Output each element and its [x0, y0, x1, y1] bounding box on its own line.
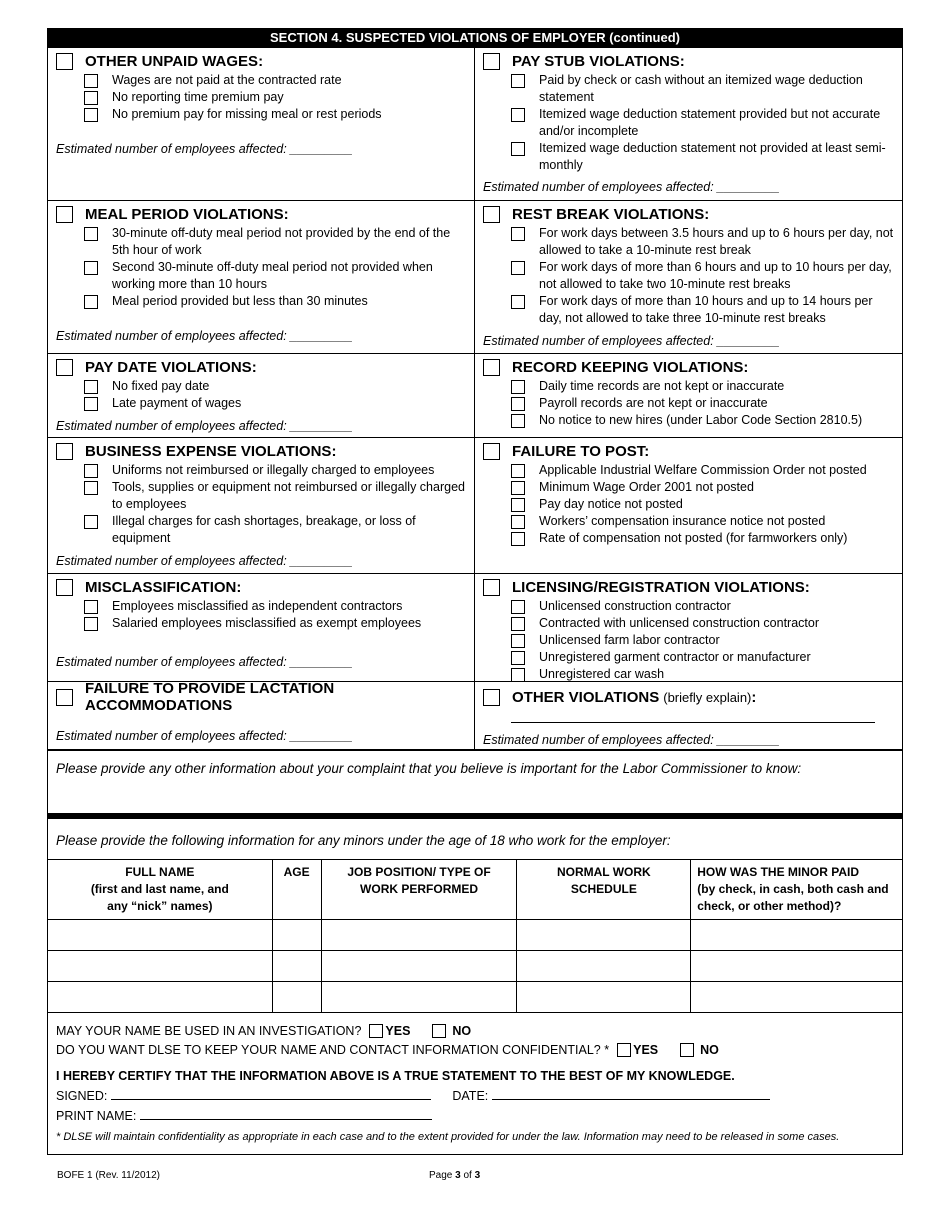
item-label: For work days between 3.5 hours and up to 6 hours per day, not allowed to take a 10-minute rest break	[539, 226, 894, 257]
item-checkbox[interactable]	[511, 668, 525, 682]
item-checkbox[interactable]	[84, 227, 98, 241]
item-label: No fixed pay date	[112, 379, 210, 393]
item-label: Uniforms not reimbursed or illegally charged to employees	[112, 463, 435, 477]
failure-to-post-checkbox[interactable]	[483, 443, 500, 460]
estimated-employees-field[interactable]: Estimated number of employees affected: _________	[483, 334, 780, 348]
col-job: JOB POSITION/ TYPE OF WORK PERFORMED	[321, 860, 517, 920]
item-checkbox[interactable]	[511, 617, 525, 631]
estimated-employees-field[interactable]: Estimated number of employees affected: _________	[56, 419, 353, 433]
item-label: Paid by check or cash without an itemized wage deduction statement	[539, 73, 863, 104]
signature-line: SIGNED: DATE:	[56, 1087, 894, 1103]
pay-stub-checkbox[interactable]	[483, 53, 500, 70]
item-label: Employees misclassified as independent contractors	[112, 599, 403, 613]
licensing-title: LICENSING/REGISTRATION VIOLATIONS:	[512, 578, 810, 596]
item-label: Unregistered car wash	[539, 667, 665, 681]
estimated-employees-field[interactable]: Estimated number of employees affected: _________	[483, 733, 780, 747]
item-label: Late payment of wages	[112, 396, 242, 410]
other-violations-title: OTHER VIOLATIONS	[512, 688, 660, 706]
meal-period-checkbox[interactable]	[56, 206, 73, 223]
confidential-yes-checkbox[interactable]	[617, 1043, 631, 1057]
cell-input[interactable]	[517, 920, 691, 951]
item-checkbox[interactable]	[511, 464, 525, 478]
item-checkbox[interactable]	[511, 414, 525, 428]
item-label: Tools, supplies or equipment not reimbursed or illegally charged to employees	[112, 480, 465, 511]
misclassification-title: MISCLASSIFICATION:	[85, 578, 242, 596]
print-name-line: PRINT NAME:	[56, 1107, 894, 1123]
confidential-no-checkbox[interactable]	[680, 1043, 694, 1057]
item-checkbox[interactable]	[511, 600, 525, 614]
item-checkbox[interactable]	[84, 464, 98, 478]
certify-statement: I HEREBY CERTIFY THAT THE INFORMATION ABOVE IS A TRUE STATEMENT TO THE BEST OF MY KNOWLEDGE.	[56, 1069, 735, 1083]
item-label: Payroll records are not kept or inaccurate	[539, 396, 768, 410]
table-row	[48, 982, 903, 1013]
col-full-name: FULL NAME (first and last name, and any “nick” names)	[48, 860, 273, 920]
other-info-prompt: Please provide any other information about your complaint that you believe is important for the Labor Commissioner to know:	[56, 761, 802, 776]
certification-section	[47, 1013, 903, 1155]
cell-input[interactable]	[517, 951, 691, 982]
violations-row	[48, 682, 902, 751]
item-checkbox[interactable]	[511, 397, 525, 411]
item-checkbox[interactable]	[511, 498, 525, 512]
pay-stub-title: PAY STUB VIOLATIONS:	[512, 52, 685, 70]
cell-input[interactable]	[48, 920, 273, 951]
other-unpaid-wages-cell	[48, 48, 475, 200]
confidential-question: DO YOU WANT DLSE TO KEEP YOUR NAME AND CONTACT INFORMATION CONFIDENTIAL? * YES NO	[56, 1042, 719, 1057]
estimated-employees-field[interactable]: Estimated number of employees affected: _________	[56, 329, 353, 343]
misclassification-cell	[48, 574, 475, 681]
cell-input[interactable]	[48, 951, 273, 982]
estimated-employees-field[interactable]: Estimated number of employees affected: _________	[483, 180, 780, 194]
licensing-checkbox[interactable]	[483, 579, 500, 596]
item-checkbox[interactable]	[511, 74, 525, 88]
item-checkbox[interactable]	[84, 261, 98, 275]
cell-input[interactable]	[272, 920, 321, 951]
lactation-title: FAILURE TO PROVIDE LACTATION ACCOMMODATIONS	[85, 680, 335, 714]
pay-stub-cell	[475, 48, 902, 200]
lactation-cell	[48, 682, 475, 749]
item-label: Unregistered garment contractor or manufacturer	[539, 650, 811, 664]
page-number: Page 3 of 3	[429, 1170, 481, 1181]
page-footer	[57, 1170, 907, 1181]
cell-input[interactable]	[272, 951, 321, 982]
table-row	[48, 951, 903, 982]
violations-row	[48, 574, 902, 682]
other-unpaid-wages-title: OTHER UNPAID WAGES:	[85, 52, 264, 70]
violations-row	[48, 201, 902, 354]
explain-field[interactable]	[511, 718, 875, 723]
col-age: AGE	[272, 860, 321, 920]
meal-period-title: MEAL PERIOD VIOLATIONS:	[85, 205, 289, 223]
complaint-form-page	[47, 28, 903, 1155]
item-checkbox[interactable]	[84, 91, 98, 105]
cell-input[interactable]	[691, 951, 903, 982]
violations-table	[47, 48, 903, 751]
cell-input[interactable]	[321, 982, 517, 1013]
item-checkbox[interactable]	[511, 515, 525, 529]
meal-period-cell	[48, 201, 475, 353]
name-used-yes-checkbox[interactable]	[369, 1024, 383, 1038]
confidentiality-footnote: * DLSE will maintain confidentiality as appropriate in each case and to the extent provided for under the law. Information may need to be released in some cases.	[56, 1131, 840, 1143]
item-label: Itemized wage deduction statement provided but not accurate and/or incomplete	[539, 107, 881, 138]
table-row	[48, 920, 903, 951]
date-field[interactable]	[492, 1087, 770, 1100]
item-checkbox[interactable]	[511, 481, 525, 495]
signature-field[interactable]	[111, 1087, 431, 1100]
item-label: Applicable Industrial Welfare Commission Order not posted	[539, 463, 867, 477]
pay-date-title: PAY DATE VIOLATIONS:	[85, 358, 257, 376]
col-paid: HOW WAS THE MINOR PAID (by check, in cash, both cash and check, or other method)?	[691, 860, 903, 920]
item-checkbox[interactable]	[84, 515, 98, 529]
item-label: For work days of more than 10 hours and up to 14 hours per day, not allowed to take three 10-minute rest breaks	[539, 294, 873, 325]
cell-input[interactable]	[48, 982, 273, 1013]
business-expense-title: BUSINESS EXPENSE VIOLATIONS:	[85, 442, 337, 460]
item-checkbox[interactable]	[511, 261, 525, 275]
other-violations-checkbox[interactable]	[483, 689, 500, 706]
estimated-employees-field[interactable]: Estimated number of employees affected: _________	[56, 554, 353, 568]
cell-input[interactable]	[321, 951, 517, 982]
rest-break-title: REST BREAK VIOLATIONS:	[512, 205, 710, 223]
item-label: Workers’ compensation insurance notice not posted	[539, 514, 826, 528]
cell-input[interactable]	[691, 982, 903, 1013]
item-checkbox[interactable]	[84, 600, 98, 614]
item-label: Unlicensed construction contractor	[539, 599, 731, 613]
other-info-section[interactable]	[47, 751, 903, 819]
rest-break-checkbox[interactable]	[483, 206, 500, 223]
licensing-cell	[475, 574, 902, 681]
name-used-question: MAY YOUR NAME BE USED IN AN INVESTIGATION? YES NO	[56, 1023, 472, 1038]
item-checkbox[interactable]	[84, 617, 98, 631]
cell-input[interactable]	[691, 920, 903, 951]
item-label: Unlicensed farm labor contractor	[539, 633, 720, 647]
item-label: Daily time records are not kept or inaccurate	[539, 379, 785, 393]
item-checkbox[interactable]	[84, 108, 98, 122]
item-checkbox[interactable]	[511, 634, 525, 648]
record-keeping-checkbox[interactable]	[483, 359, 500, 376]
item-label: No premium pay for missing meal or rest periods	[112, 107, 382, 121]
item-label: Meal period provided but less than 30 minutes	[112, 294, 368, 308]
failure-to-post-title: FAILURE TO POST:	[512, 442, 650, 460]
section-header: SECTION 4. SUSPECTED VIOLATIONS OF EMPLOYER (continued)	[47, 28, 903, 48]
item-label: Pay day notice not posted	[539, 497, 683, 511]
item-label: Salaried employees misclassified as exempt employees	[112, 616, 422, 630]
minors-header-row	[48, 860, 903, 920]
minors-intro: Please provide the following information for any minors under the age of 18 who work for the employer:	[47, 819, 903, 859]
estimated-employees-field[interactable]: Estimated number of employees affected: _________	[56, 142, 353, 156]
item-label: Second 30-minute off-duty meal period not provided when working more than 10 hours	[112, 260, 433, 291]
business-expense-cell	[48, 438, 475, 573]
pay-date-cell	[48, 354, 475, 437]
other-unpaid-wages-checkbox[interactable]	[56, 53, 73, 70]
item-label: 30-minute off-duty meal period not provided by the end of the 5th hour of work	[112, 226, 451, 257]
item-checkbox[interactable]	[511, 142, 525, 156]
item-checkbox[interactable]	[511, 532, 525, 546]
item-checkbox[interactable]	[511, 227, 525, 241]
item-label: No notice to new hires (under Labor Code Section 2810.5)	[539, 413, 863, 427]
item-checkbox[interactable]	[84, 397, 98, 411]
violations-row	[48, 354, 902, 438]
other-violations-cell	[475, 682, 902, 749]
item-checkbox[interactable]	[511, 108, 525, 122]
item-label: No reporting time premium pay	[112, 90, 284, 104]
minors-table	[47, 859, 903, 1013]
item-label: Illegal charges for cash shortages, breakage, or loss of equipment	[112, 514, 416, 545]
item-checkbox[interactable]	[84, 295, 98, 309]
item-label: Minimum Wage Order 2001 not posted	[539, 480, 754, 494]
violations-row	[48, 438, 902, 574]
item-checkbox[interactable]	[511, 651, 525, 665]
business-expense-checkbox[interactable]	[56, 443, 73, 460]
form-id: BOFE 1 (Rev. 11/2012)	[57, 1170, 161, 1181]
cell-input[interactable]	[272, 982, 321, 1013]
rest-break-cell	[475, 201, 902, 353]
item-checkbox[interactable]	[511, 380, 525, 394]
cell-input[interactable]	[517, 982, 691, 1013]
other-violations-colon: :	[751, 688, 757, 706]
estimated-employees-field[interactable]: Estimated number of employees affected: _________	[56, 655, 353, 669]
item-checkbox[interactable]	[511, 295, 525, 309]
item-checkbox[interactable]	[84, 74, 98, 88]
item-label: Itemized wage deduction statement not provided at least semi-monthly	[539, 141, 886, 172]
item-checkbox[interactable]	[84, 380, 98, 394]
cell-input[interactable]	[321, 920, 517, 951]
estimated-employees-field[interactable]: Estimated number of employees affected: _________	[56, 729, 353, 743]
item-checkbox[interactable]	[84, 481, 98, 495]
col-schedule: NORMAL WORK SCHEDULE	[517, 860, 691, 920]
name-used-no-checkbox[interactable]	[432, 1024, 446, 1038]
lactation-checkbox[interactable]	[56, 689, 73, 706]
record-keeping-cell	[475, 354, 902, 437]
pay-date-checkbox[interactable]	[56, 359, 73, 376]
violations-row	[48, 48, 902, 201]
item-label: For work days of more than 6 hours and up to 10 hours per day, not allowed to take two 10-minute rest breaks	[539, 260, 892, 291]
other-violations-subtitle: (briefly explain)	[663, 689, 752, 705]
item-label: Wages are not paid at the contracted rate	[112, 73, 342, 87]
failure-to-post-cell	[475, 438, 902, 573]
print-name-field[interactable]	[140, 1107, 432, 1120]
item-label: Rate of compensation not posted (for farmworkers only)	[539, 531, 848, 545]
item-label: Contracted with unlicensed construction contractor	[539, 616, 820, 630]
record-keeping-title: RECORD KEEPING VIOLATIONS:	[512, 358, 749, 376]
misclassification-checkbox[interactable]	[56, 579, 73, 596]
